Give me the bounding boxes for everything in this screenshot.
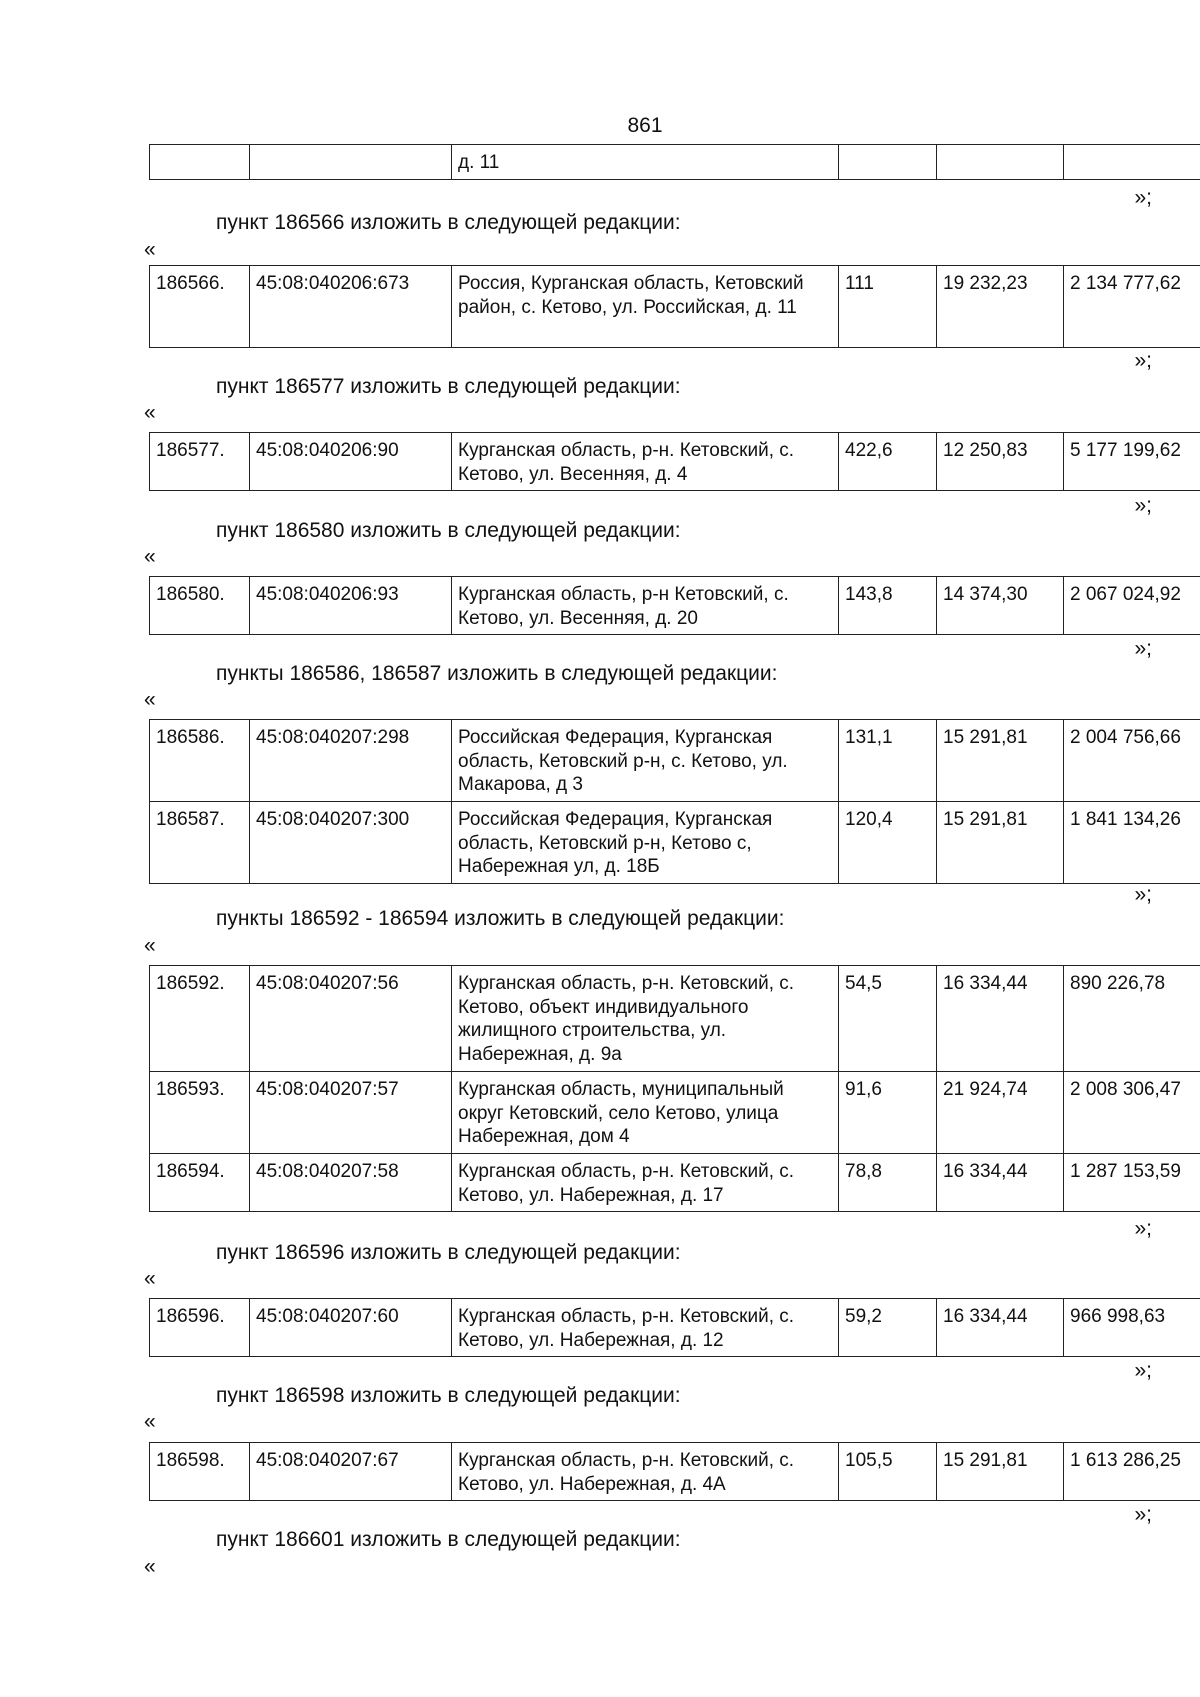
address-cell: Россия, Курганская область, Кетовский район, с. Кетово, ул. Российская, д. 11 <box>452 266 839 348</box>
area-cell: 143,8 <box>839 577 937 635</box>
table-row <box>150 1072 1200 1154</box>
area-cell: 120,4 <box>839 802 937 884</box>
page-number: 861 <box>627 114 663 137</box>
rate-cell: 15 291,81 <box>937 1443 1064 1501</box>
row-number-cell: 186596. <box>150 1299 250 1357</box>
amendment-instruction: пункт 186566 изложить в следующей редакции: <box>216 211 681 234</box>
property-table <box>149 719 1200 884</box>
cadastral-number-cell: 45:08:040207:58 <box>250 1154 452 1212</box>
area-cell: 91,6 <box>839 1072 937 1154</box>
address-cell: д. 11 <box>452 145 839 180</box>
amendment-instruction: пункт 186601 изложить в следующей редакции: <box>216 1528 681 1551</box>
property-table <box>149 1298 1200 1357</box>
address-cell: Курганская область, р-н. Кетовский, с. Кетово, ул. Набережная, д. 12 <box>452 1299 839 1357</box>
rate-cell: 16 334,44 <box>937 966 1064 1072</box>
cadastral-number-cell: 45:08:040207:300 <box>250 802 452 884</box>
cadastral-number-cell: 45:08:040207:60 <box>250 1299 452 1357</box>
cadastral-value-cell: 2 004 756,66 <box>1064 720 1200 802</box>
row-number-cell: 186577. <box>150 433 250 491</box>
row-number-cell: 186586. <box>150 720 250 802</box>
rate-cell: 16 334,44 <box>937 1154 1064 1212</box>
opening-quote: « <box>144 934 156 957</box>
cadastral-value-cell: 890 226,78 <box>1064 966 1200 1072</box>
table-row <box>150 1299 1200 1357</box>
cadastral-value-cell: 966 998,63 <box>1064 1299 1200 1357</box>
area-cell: 111 <box>839 266 937 348</box>
amendment-instruction: пункт 186577 изложить в следующей редакции: <box>216 375 681 398</box>
property-table <box>149 432 1200 491</box>
cadastral-value-cell: 5 177 199,62 <box>1064 433 1200 491</box>
table-row <box>150 266 1200 348</box>
amendment-instruction: пункт 186598 изложить в следующей редакции: <box>216 1384 681 1407</box>
closing-quote: »; <box>1134 883 1152 906</box>
cadastral-value-cell: 1 613 286,25 <box>1064 1443 1200 1501</box>
table-row <box>150 577 1200 635</box>
address-cell: Курганская область, муниципальный округ Кетовский, село Кетово, улица Набережная, дом 4 <box>452 1072 839 1154</box>
closing-quote: »; <box>1134 349 1152 372</box>
cadastral-number-cell: 45:08:040206:93 <box>250 577 452 635</box>
closing-quote: »; <box>1134 186 1152 209</box>
area-cell: 78,8 <box>839 1154 937 1212</box>
table-row <box>150 1443 1200 1501</box>
address-cell: Курганская область, р-н Кетовский, с. Кетово, ул. Весенняя, д. 20 <box>452 577 839 635</box>
property-table <box>149 965 1200 1212</box>
address-cell: Российская Федерация, Курганская область, Кетовский р-н, с. Кетово, ул. Макарова, д 3 <box>452 720 839 802</box>
opening-quote: « <box>144 401 156 424</box>
cadastral-value-cell: 2 067 024,92 <box>1064 577 1200 635</box>
area-cell: 105,5 <box>839 1443 937 1501</box>
row-number-cell: 186594. <box>150 1154 250 1212</box>
opening-quote: « <box>144 1410 156 1433</box>
address-cell: Курганская область, р-н. Кетовский, с. Кетово, объект индивидуального жилищного строительства, ул. Набережная, д. 9а <box>452 966 839 1072</box>
address-cell: Курганская область, р-н. Кетовский, с. Кетово, ул. Набережная, д. 4А <box>452 1443 839 1501</box>
closing-quote: »; <box>1134 1503 1152 1526</box>
address-cell: Курганская область, р-н. Кетовский, с. Кетово, ул. Весенняя, д. 4 <box>452 433 839 491</box>
cadastral-number-cell: 45:08:040207:67 <box>250 1443 452 1501</box>
area-cell: 422,6 <box>839 433 937 491</box>
row-number-cell: 186587. <box>150 802 250 884</box>
table-row <box>150 966 1200 1072</box>
cadastral-value-cell: 1 287 153,59 <box>1064 1154 1200 1212</box>
closing-quote: »; <box>1134 1359 1152 1382</box>
opening-quote: « <box>144 1267 156 1290</box>
area-cell: 54,5 <box>839 966 937 1072</box>
row-number-cell: 186566. <box>150 266 250 348</box>
area-cell <box>839 145 937 180</box>
rate-cell: 12 250,83 <box>937 433 1064 491</box>
rate-cell <box>937 145 1064 180</box>
cadastral-number-cell: 45:08:040207:57 <box>250 1072 452 1154</box>
area-cell: 59,2 <box>839 1299 937 1357</box>
closing-quote: »; <box>1134 637 1152 660</box>
address-cell: Российская Федерация, Курганская область, Кетовский р-н, Кетово с, Набережная ул, д. 18Б <box>452 802 839 884</box>
rate-cell: 14 374,30 <box>937 577 1064 635</box>
opening-quote: « <box>144 238 156 261</box>
property-table <box>149 1442 1200 1501</box>
table-row <box>150 1154 1200 1212</box>
cadastral-value-cell: 1 841 134,26 <box>1064 802 1200 884</box>
opening-quote: « <box>144 1555 156 1578</box>
rate-cell: 19 232,23 <box>937 266 1064 348</box>
rate-cell: 21 924,74 <box>937 1072 1064 1154</box>
row-number-cell: 186592. <box>150 966 250 1072</box>
rate-cell: 16 334,44 <box>937 1299 1064 1357</box>
row-number-cell <box>150 145 250 180</box>
area-cell: 131,1 <box>839 720 937 802</box>
cadastral-number-cell: 45:08:040207:56 <box>250 966 452 1072</box>
table-row <box>150 433 1200 491</box>
amendment-instruction: пункты 186586, 186587 изложить в следующей редакции: <box>216 662 778 685</box>
closing-quote: »; <box>1134 494 1152 517</box>
cadastral-number-cell: 45:08:040206:673 <box>250 266 452 348</box>
table-row <box>150 720 1200 802</box>
row-number-cell: 186593. <box>150 1072 250 1154</box>
cadastral-value-cell: 2 008 306,47 <box>1064 1072 1200 1154</box>
amendment-instruction: пункты 186592 - 186594 изложить в следующей редакции: <box>216 907 785 930</box>
property-table <box>149 144 1200 180</box>
cadastral-value-cell <box>1064 145 1200 180</box>
closing-quote: »; <box>1134 1217 1152 1240</box>
table-row <box>150 802 1200 884</box>
cadastral-number-cell: 45:08:040206:90 <box>250 433 452 491</box>
row-number-cell: 186580. <box>150 577 250 635</box>
cadastral-number-cell: 45:08:040207:298 <box>250 720 452 802</box>
row-number-cell: 186598. <box>150 1443 250 1501</box>
property-table <box>149 265 1200 348</box>
cadastral-value-cell: 2 134 777,62 <box>1064 266 1200 348</box>
address-cell: Курганская область, р-н. Кетовский, с. Кетово, ул. Набережная, д. 17 <box>452 1154 839 1212</box>
table-row <box>150 145 1200 180</box>
rate-cell: 15 291,81 <box>937 720 1064 802</box>
rate-cell: 15 291,81 <box>937 802 1064 884</box>
opening-quote: « <box>144 545 156 568</box>
opening-quote: « <box>144 688 156 711</box>
amendment-instruction: пункт 186580 изложить в следующей редакции: <box>216 519 681 542</box>
property-table <box>149 576 1200 635</box>
amendment-instruction: пункт 186596 изложить в следующей редакции: <box>216 1241 681 1264</box>
cadastral-number-cell <box>250 145 452 180</box>
